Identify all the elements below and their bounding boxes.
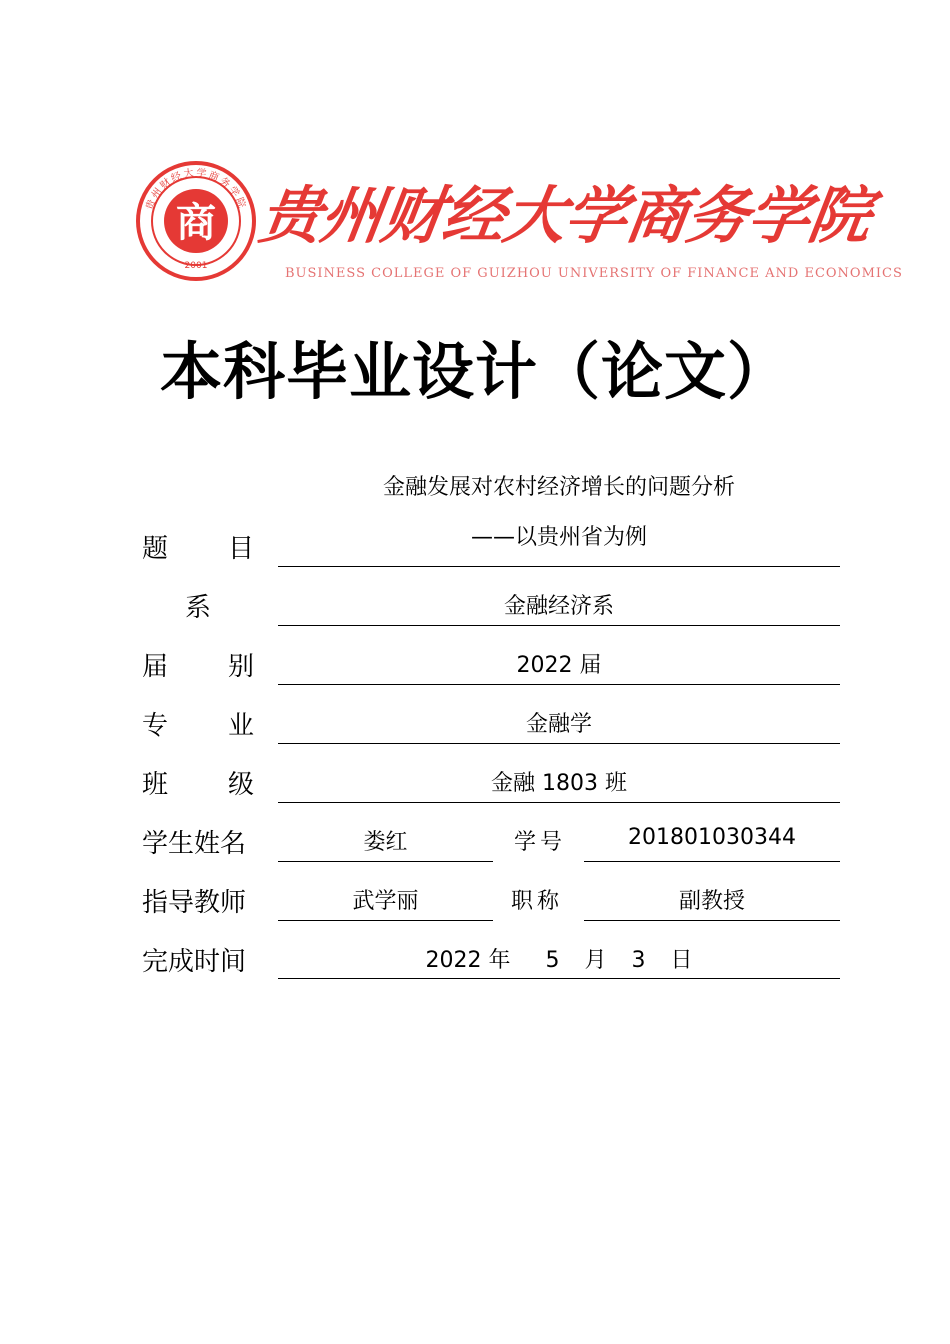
completion-day: 3 — [631, 948, 646, 973]
thesis-title-line2: ——以贵州省为例 — [470, 525, 647, 550]
advisor-rank-value: 副教授 — [678, 889, 745, 914]
advisor-underline — [278, 920, 493, 921]
department-underline — [278, 625, 840, 626]
completion-date — [278, 943, 840, 974]
major-value: 金融学 — [525, 712, 592, 737]
completion-year: 2022 — [425, 948, 482, 973]
class-label: 班 级 — [142, 770, 254, 800]
student-name-value: 娄红 — [363, 830, 408, 855]
student-id-underline — [584, 861, 840, 862]
student-name-label: 学生姓名 — [142, 829, 247, 859]
major-underline — [278, 743, 840, 744]
advisor-label: 指导教师 — [142, 888, 247, 918]
class-underline — [278, 802, 840, 803]
school-name-cn: 贵州财经大学商务学院 — [254, 179, 876, 252]
thesis-title-line1: 金融发展对农村经济增长的问题分析 — [382, 475, 735, 500]
school-name-en: BUSINESS COLLEGE OF GUIZHOU UNIVERSITY OF FINANCE AND ECONOMICS — [285, 266, 903, 281]
department-value: 金融经济系 — [503, 594, 614, 619]
school-seal-icon — [135, 160, 257, 282]
title-label: 题 目 — [142, 534, 254, 564]
advisor-value: 武学丽 — [352, 889, 419, 914]
department-label: 系 — [184, 593, 211, 623]
major-label: 专 业 — [142, 711, 254, 741]
seal-year: 2001 — [184, 261, 208, 271]
completion-year-unit: 年 — [488, 948, 511, 973]
student-id-value: 201801030344 — [628, 825, 796, 850]
completion-label: 完成时间 — [142, 947, 247, 977]
seal-center-glyph: 商 — [176, 199, 216, 246]
completion-day-unit: 日 — [670, 948, 693, 973]
student-id-label: 学号 — [514, 830, 567, 855]
cohort-value: 2022 届 — [516, 653, 602, 678]
completion-month: 5 — [545, 948, 560, 973]
advisor-rank-underline — [584, 920, 840, 921]
school-logo — [135, 160, 903, 285]
cohort-label: 届 别 — [142, 652, 254, 682]
completion-month-unit: 月 — [584, 948, 607, 973]
student-name-underline — [278, 861, 493, 862]
advisor-rank-label: 职称 — [511, 889, 564, 914]
title-underline — [278, 566, 840, 567]
completion-underline — [278, 978, 840, 979]
cohort-underline — [278, 684, 840, 685]
class-value: 金融 1803 班 — [491, 771, 627, 796]
document-title: 本科毕业设计（论文） — [159, 335, 790, 408]
seal-ring-text: 贵州财经大学商务学院 — [144, 167, 248, 212]
